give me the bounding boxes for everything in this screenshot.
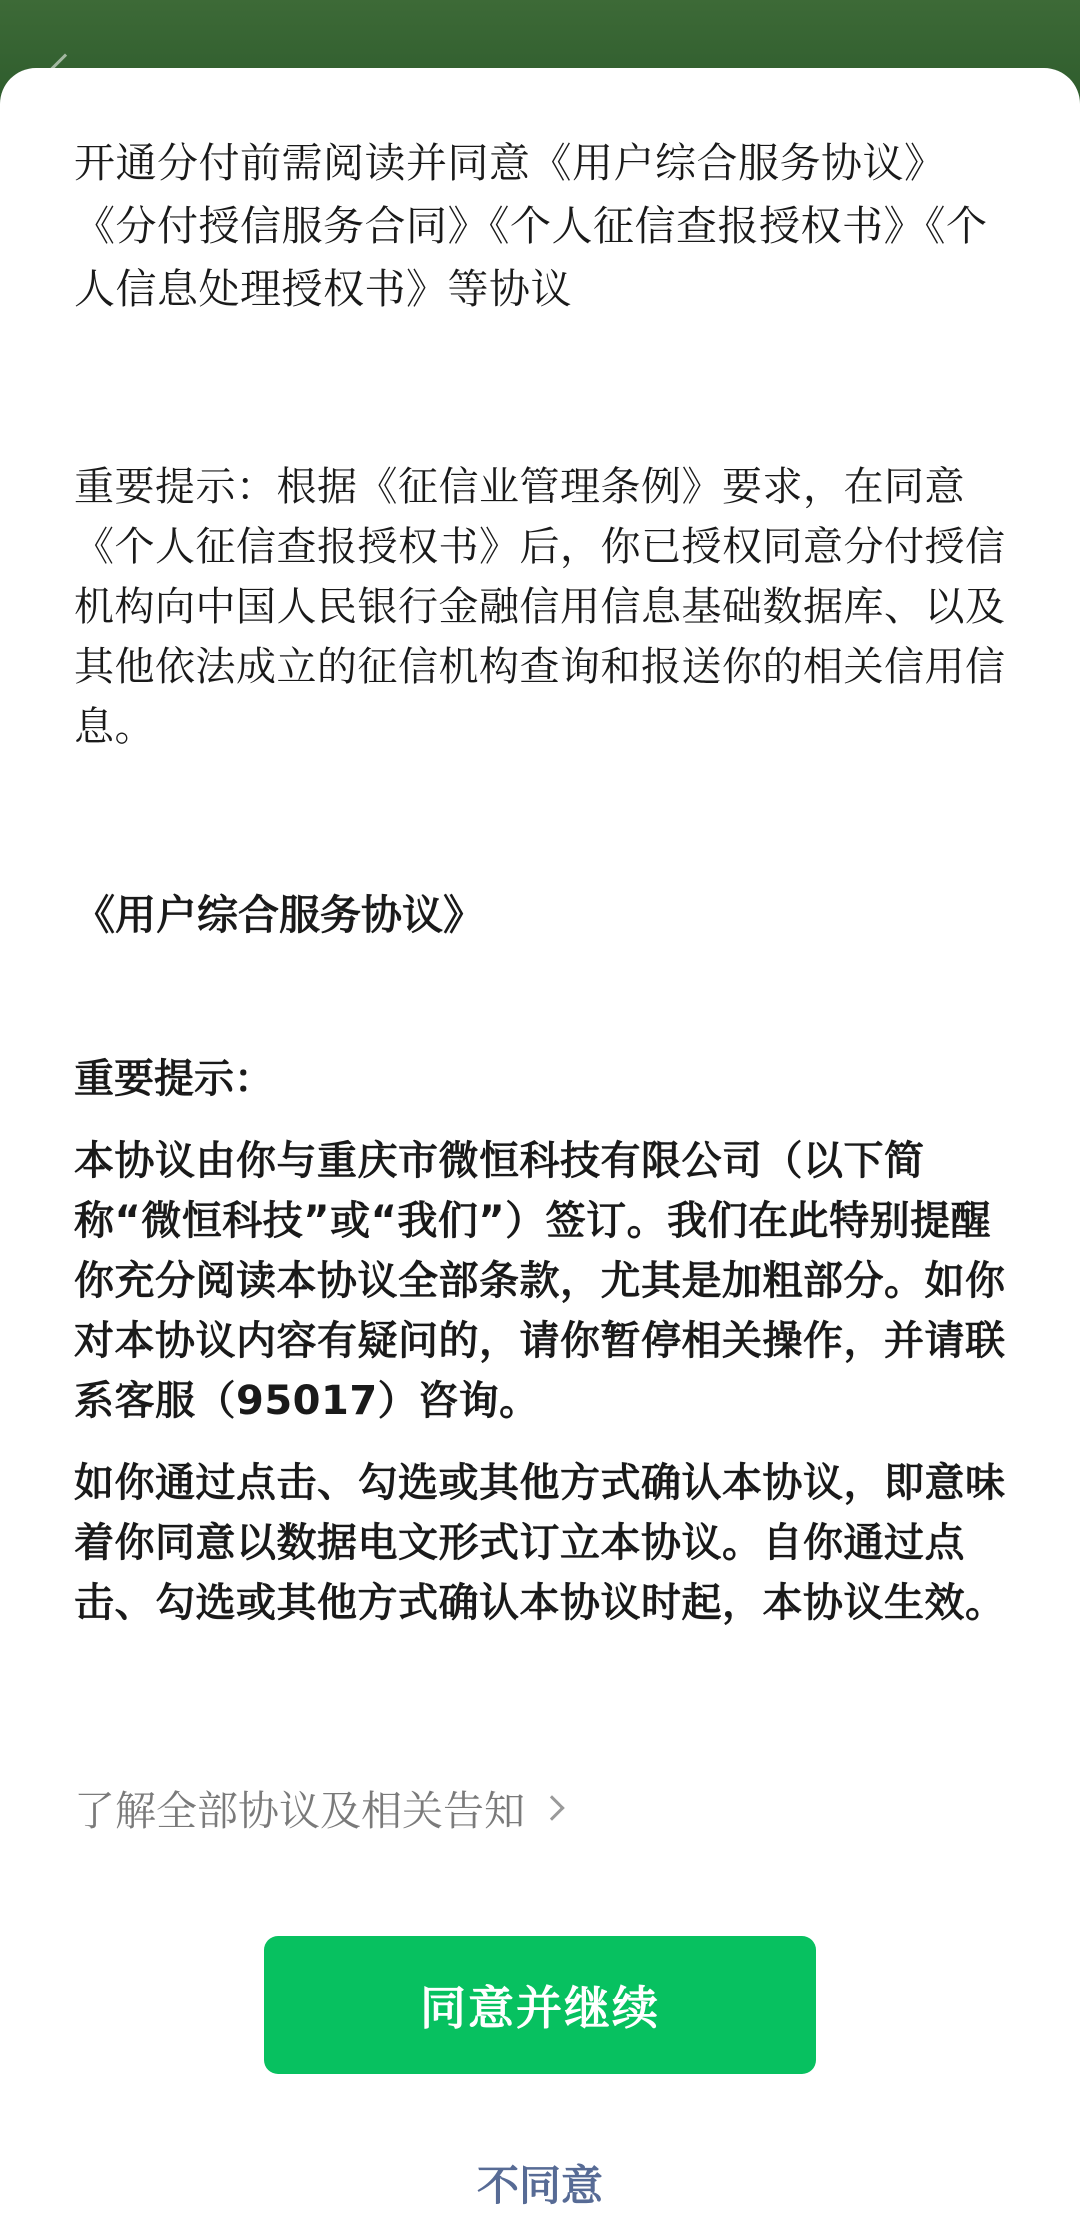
disagree-button[interactable]: 不同意 — [0, 2148, 1080, 2218]
agreement-title: 《用户综合服务协议》 — [74, 891, 484, 939]
agree-continue-button[interactable]: 同意并继续 — [264, 1936, 816, 2074]
agreement-paragraph: 本协议由你与重庆市微恒科技有限公司（以下简称“微恒科技”或“我们”）签订。我们在此特别提醒你充分阅读本协议全部条款，尤其是加粗部分。如你对本协议内容有疑问的，请你暂停相关操作，并请联系客服（95017）咨询。 — [74, 1138, 1006, 1424]
intro-text: 开通分付前需阅读并同意《用户综合服务协议》《分付授信服务合同》《个人征信查报授权书》《个人信息处理授权书》等协议 — [74, 139, 988, 313]
agreement-scroll-area[interactable] — [0, 68, 1080, 1738]
chevron-right-icon — [539, 1795, 564, 1820]
learn-more-label: 了解全部协议及相关告知 — [74, 1787, 525, 1835]
agreement-sub-heading: 重要提示： — [74, 1056, 274, 1102]
learn-more-link[interactable] — [74, 1778, 561, 1837]
agreement-sheet — [0, 68, 1080, 2236]
agreement-paragraph: 如你通过点击、勾选或其他方式确认本协议，即意味着你同意以数据电文形式订立本协议。自你通过点击、勾选或其他方式确认本协议时起，本协议生效。 — [74, 1460, 1006, 1626]
credit-notice: 重要提示：根据《征信业管理条例》要求，在同意《个人征信查报授权书》后，你已授权同意分付授信机构向中国人民银行金融信用信息基础数据库、以及其他依法成立的征信机构查询和报送你的相关信用信息。 — [74, 464, 1006, 750]
